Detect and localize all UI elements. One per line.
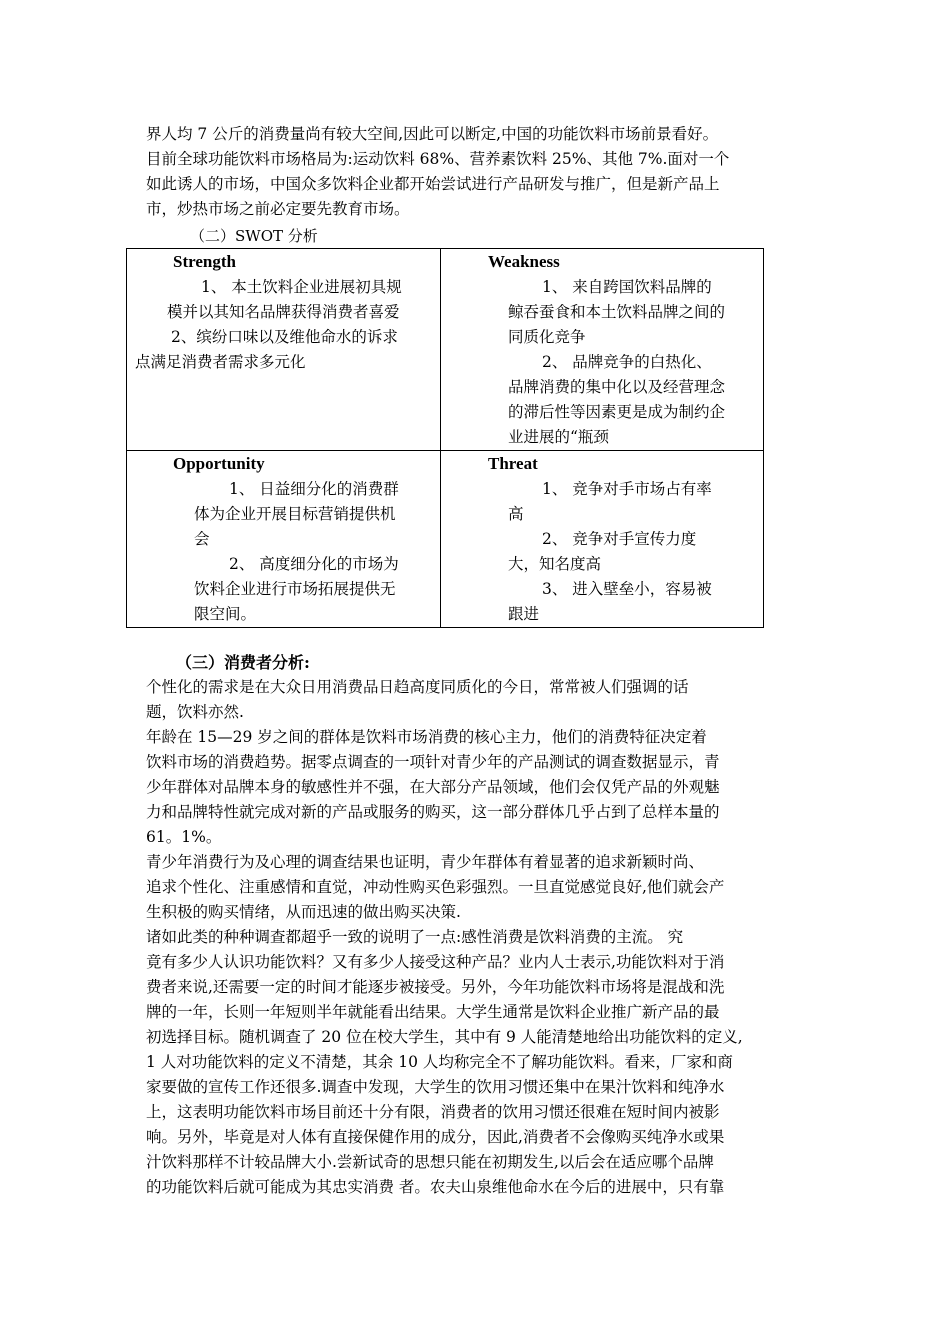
swot-line: 3、 进入壁垒小，容易被 — [542, 580, 712, 598]
text-line: 家要做的宣传工作还很多.调查中发现，大学生的饮用习惯还集中在果汁饮料和纯净水 — [146, 1078, 725, 1096]
text-line: 1 人对功能饮料的定义不清楚，其余 10 人均称完全不了解功能饮料。看来，厂家和商 — [146, 1053, 733, 1071]
text-line: 界人均 7 公斤的消费量尚有较大空间,因此可以断定,中国的功能饮料市场前景看好。 — [146, 125, 719, 143]
text-line: 费者来说,还需要一定的时间才能逐步被接受。另外，今年功能饮料市场将是混战和洗 — [146, 978, 725, 996]
body-paragraph — [146, 675, 806, 1200]
text-line: 少年群体对品牌本身的敏感性并不强，在大部分产品领域，他们会仅凭产品的外观魅 — [146, 778, 720, 796]
swot-threat-cell — [441, 451, 764, 628]
swot-line: 1、 来自跨国饮料品牌的 — [542, 278, 712, 296]
text-line: 市，炒热市场之前必定要先教育市场。 — [146, 200, 410, 218]
swot-weakness-cell — [441, 249, 764, 451]
text-line: 个性化的需求是在大众日用消费品日趋高度同质化的今日，常常被人们强调的话 — [146, 678, 689, 696]
text-line: 初选择目标。随机调查了 20 位在校大学生，其中有 9 人能清楚地给出功能饮料的定义, — [146, 1028, 743, 1046]
text-line: 上，这表明功能饮料市场目前还十分有限，消费者的饮用习惯还很难在短时间内被影 — [146, 1103, 720, 1121]
text-line: 竟有多少人认识功能饮料？又有多少人接受这种产品？业内人士表示,功能饮料对于消 — [146, 953, 725, 971]
swot-table — [126, 248, 764, 628]
swot-line: 2、 高度细分化的市场为 — [229, 555, 399, 573]
text-line: 饮料市场的消费趋势。据零点调查的一项针对青少年的产品测试的调查数据显示，青 — [146, 753, 720, 771]
swot-strength-cell — [127, 249, 441, 451]
swot-line: 2、 竞争对手宣传力度 — [542, 530, 697, 548]
swot-line: 模并以其知名品牌获得消费者喜爱 — [167, 303, 400, 321]
intro-paragraph — [146, 122, 806, 222]
swot-line: 1、 本土饮料企业进展初具规 — [201, 278, 402, 296]
text-line: 61。1%。 — [146, 828, 222, 846]
swot-strength-title: Strength — [173, 252, 236, 271]
swot-line: 会 — [194, 530, 210, 548]
swot-line: 鲸吞蚕食和本土饮料品牌之间的 — [508, 303, 726, 321]
text-line: 汁饮料那样不计较品牌大小.尝新试奇的思想只能在初期发生,以后会在适应哪个品牌 — [146, 1153, 714, 1171]
text-line: 如此诱人的市场，中国众多饮料企业都开始尝试进行产品研发与推广，但是新产品上 — [146, 175, 720, 193]
consumer-analysis-heading: （三）消费者分析: — [176, 653, 310, 672]
text-line: 青少年消费行为及心理的调查结果也证明，青少年群体有着显著的追求新颖时尚、 — [146, 853, 705, 871]
swot-subheading: （二）SWOT 分析 — [190, 227, 318, 245]
swot-line: 跟进 — [508, 605, 540, 623]
swot-opportunity-cell — [127, 451, 441, 628]
text-line: 诸如此类的种种调查都超乎一致的说明了一点:感性消费是饮料消费的主流。 究 — [146, 928, 684, 946]
swot-line: 的滞后性等因素更是成为制约企 — [508, 403, 726, 421]
text-line: 牌的一年，长则一年短则半年就能看出结果。大学生通常是饮料企业推广新产品的最 — [146, 1003, 720, 1021]
text-line: 题，饮料亦然. — [146, 703, 244, 721]
swot-line: 同质化竞争 — [508, 328, 586, 346]
text-line: 生积极的购买情绪，从而迅速的做出购买决策. — [146, 903, 461, 921]
swot-line: 点满足消费者需求多元化 — [135, 353, 306, 371]
swot-line: 饮料企业进行市场拓展提供无 — [194, 580, 396, 598]
swot-line: 品牌消费的集中化以及经营理念 — [508, 378, 726, 396]
swot-weakness-title: Weakness — [488, 252, 560, 271]
text-line: 年龄在 15—29 岁之间的群体是饮料市场消费的核心主力，他们的消费特征决定着 — [146, 728, 707, 746]
text-line: 响。另外，毕竟是对人体有直接保健作用的成分，因此,消费者不会像购买纯净水或果 — [146, 1128, 725, 1146]
swot-line: 业进展的“瓶颈 — [508, 428, 609, 446]
swot-line: 体为企业开展目标营销提供机 — [194, 505, 396, 523]
text-line: 目前全球功能饮料市场格局为:运动饮料 68%、营养素饮料 25%、其他 7%.面对一个 — [146, 150, 730, 168]
text-line: 追求个性化、注重感情和直觉，冲动性购买色彩强烈。一旦直觉感觉良好,他们就会产 — [146, 878, 725, 896]
swot-threat-title: Threat — [488, 454, 538, 473]
swot-line: 大，知名度高 — [508, 555, 602, 573]
text-line: 的功能饮料后就可能成为其忠实消费 者。农夫山泉维他命水在今后的进展中，只有靠 — [146, 1178, 725, 1196]
text-line: 力和品牌特性就完成对新的产品或服务的购买，这一部分群体几乎占到了总样本量的 — [146, 803, 720, 821]
swot-line: 2、 品牌竞争的白热化、 — [542, 353, 712, 371]
swot-opportunity-title: Opportunity — [173, 454, 265, 473]
swot-line: 1、 竞争对手市场占有率 — [542, 480, 712, 498]
swot-line: 1、 日益细分化的消费群 — [229, 480, 399, 498]
swot-line: 2、缤纷口味以及维他命水的诉求 — [171, 328, 398, 346]
swot-line: 限空间。 — [194, 605, 257, 623]
swot-line: 高 — [508, 505, 524, 523]
